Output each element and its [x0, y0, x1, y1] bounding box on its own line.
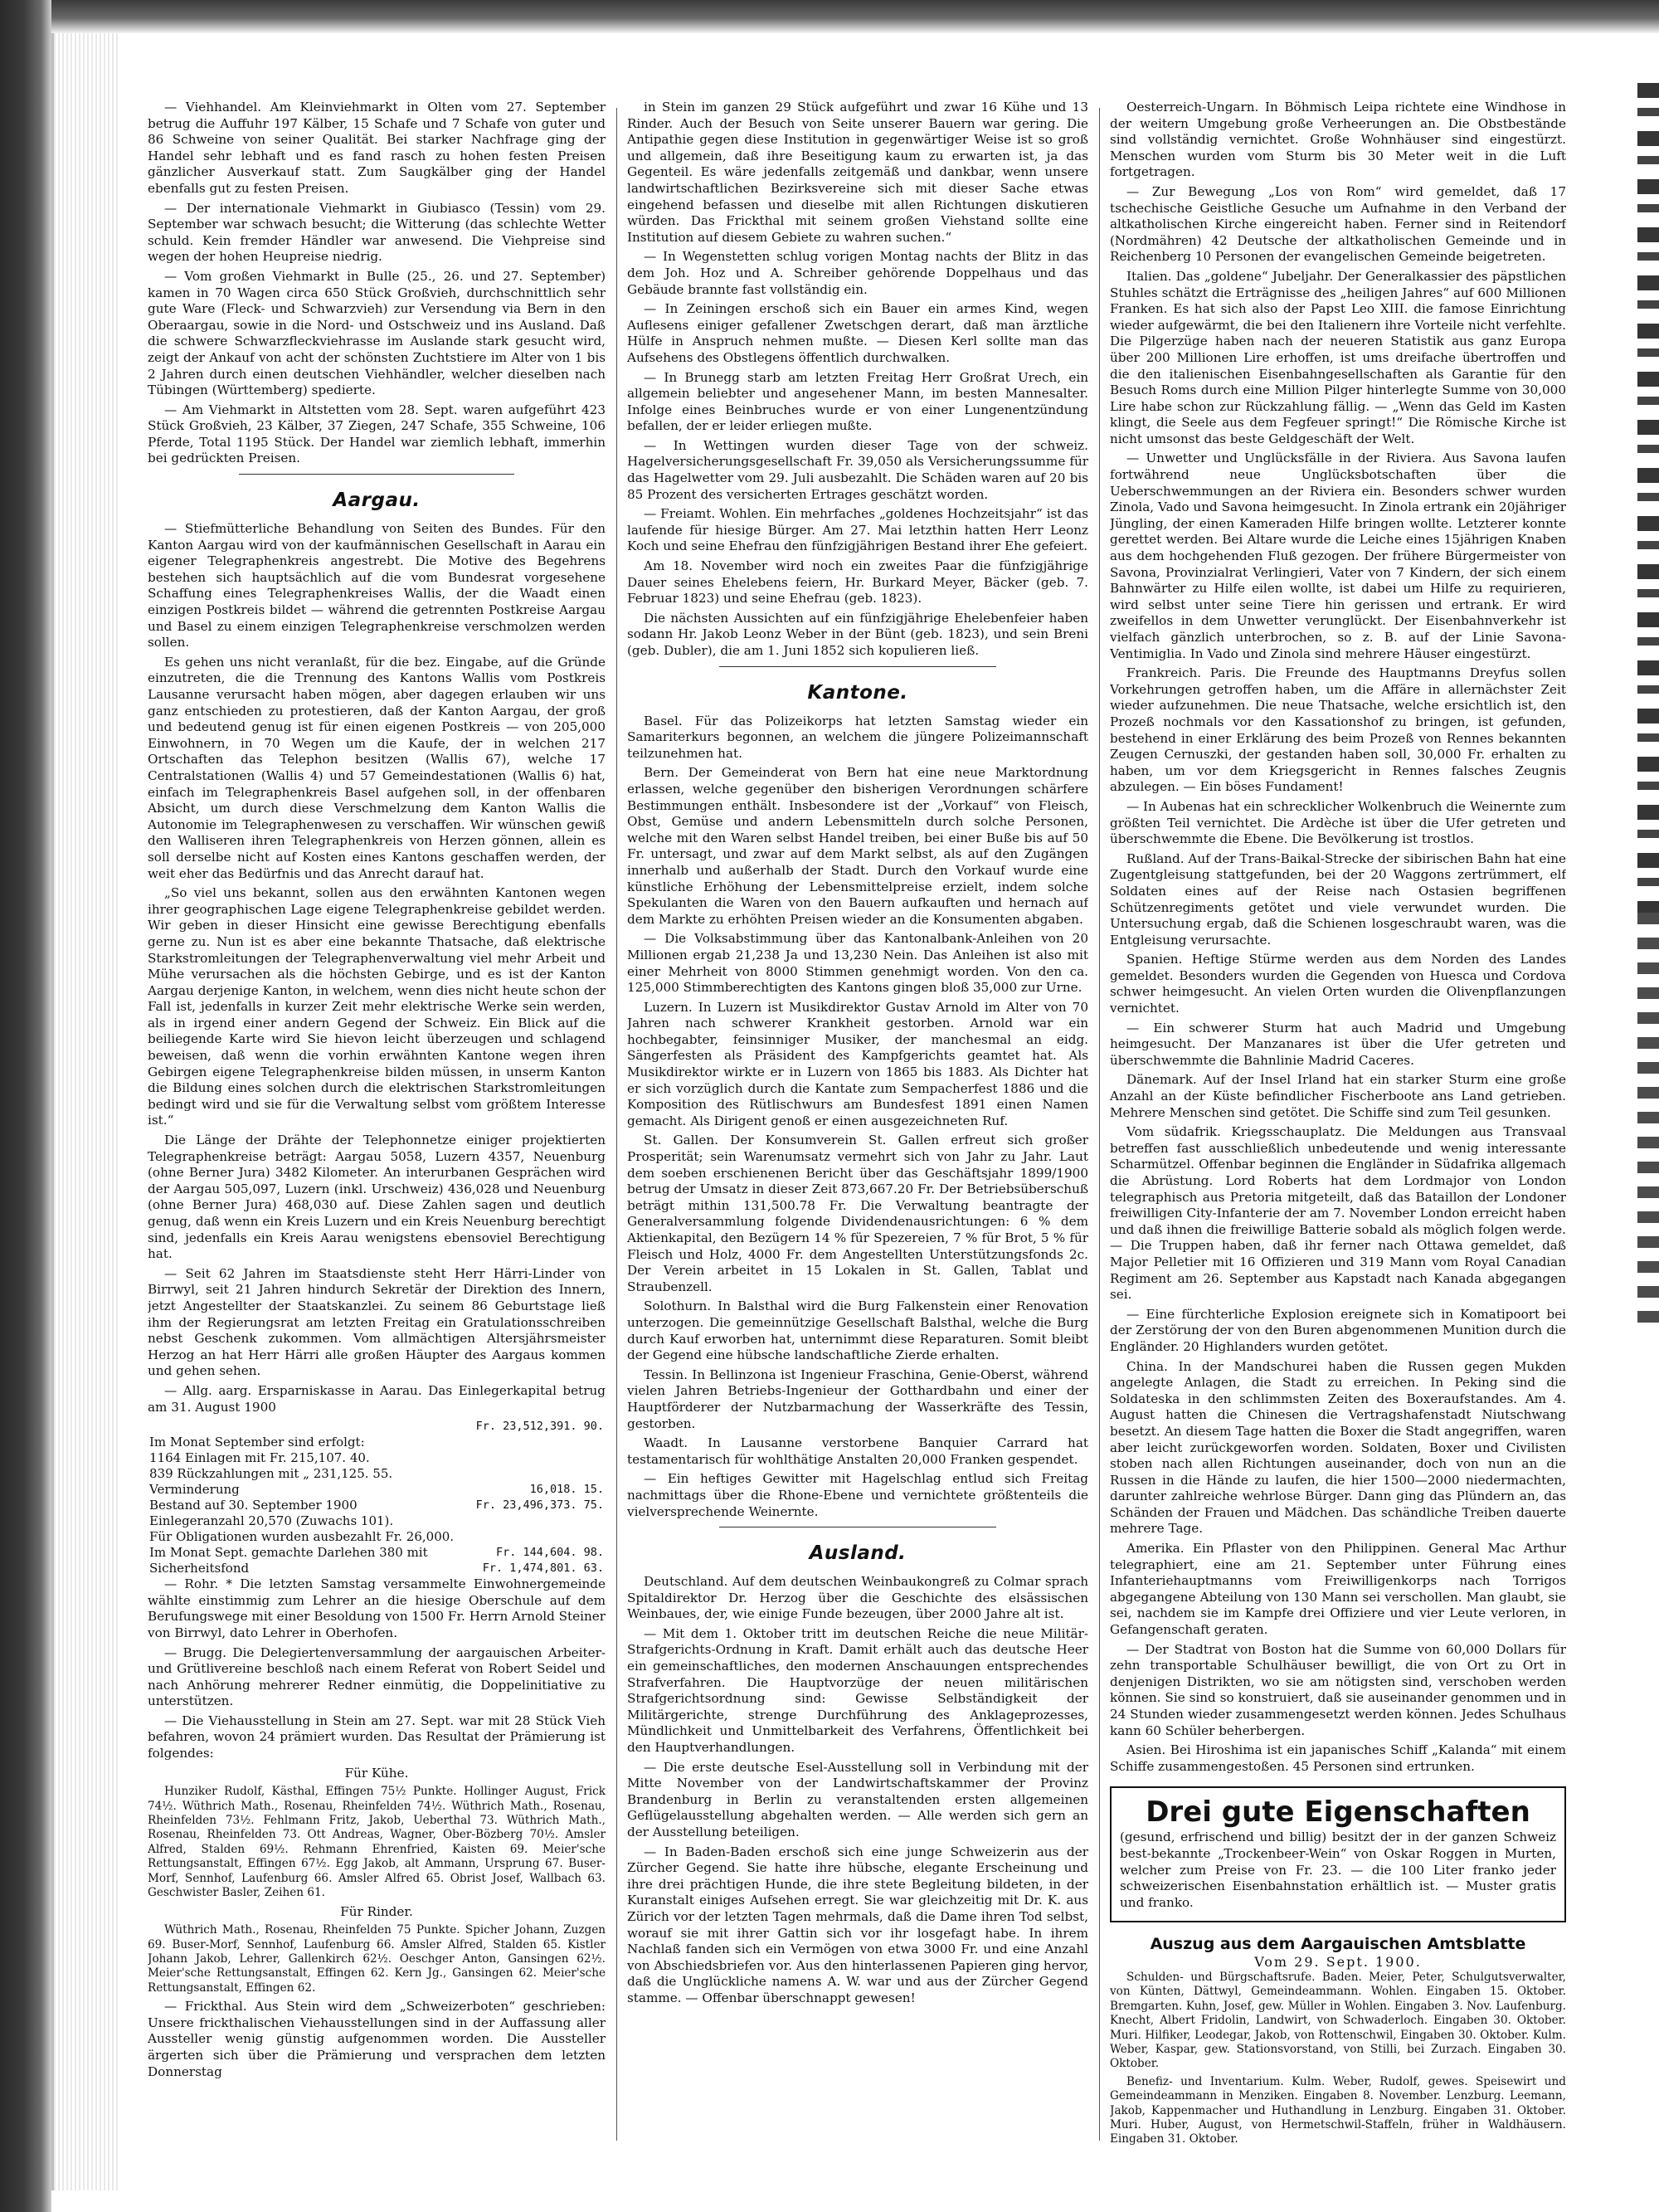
- article-rohr: — Rohr. * Die letzten Samstag versammelte Einwohnergemeinde wählte einstimmig zum Lehrer an die hiesige Oberschule auf dem Berufungswege mit einer Besoldung von 1500 Fr. Herrn Arnold Steiner von Birrwyl, dato Lehrer in Oberhofen.: [148, 1576, 606, 1640]
- article-asien: Asien. Bei Hiroshima ist ein japanisches Schiff „Kalanda“ mit einem Schiffe zusammengestoßen. 45 Personen sind ertrunken.: [1110, 1742, 1566, 1774]
- binding-margin: [51, 33, 119, 2190]
- article-militaer-strafgericht: — Mit dem 1. Oktober tritt im deutschen Reiche die neue Militär-Strafgerichts-Ordnung in Kraft. Damit erhält auch das deutsche Heer ein gemeinschaftliches, den modernen Anschauungen entsprechendes Strafverfahren. Die Hauptvorzüge der neuen militärischen Strafgerichtsordnung sind: Gewisse Selbständigkeit der Militärgerichte, strenge Durchführung des Anklageprozesses, Mündlichkeit und Unmittelbarkeit des Verfahrens, Öffentlichkeit bei den Hauptverhandlungen.: [627, 1625, 1088, 1756]
- table-row: Einlegeranzahl 20,570 (Zuwachs 101).: [149, 1513, 394, 1529]
- article-amerika: Amerika. Ein Pflaster von den Philippinen. General Mac Arthur telegraphiert, eine am 21. September unter Führung eines Infanteriehauptmanns vom Freiwilligenkorps nach Torrigos abgegangene Abteilung von 130 Mann sei verschollen. Man glaubt, sie sei, nachdem sie im Kampfe drei Offiziere und vier Leute verloren, in Gefangenschaft geraten.: [1110, 1541, 1566, 1638]
- scan-edge: [0, 0, 51, 2212]
- article-esel-ausstellung: — Die erste deutsche Esel-Ausstellung soll in Verbindung mit der Mitte November von der Landwirtschaftskammer der Provinz Brandenburg in Berlin zu veranstaltenden ersten allgemeinen Geflügelausstellung abgehalten werden. — Alle werden sich gern an der Ausstellung beteiligen.: [627, 1759, 1088, 1839]
- article-gewitter: — Ein heftiges Gewitter mit Hagelschlag entlud sich Freitag nachmittags über die Rhone-Ebene und vernichtete größtenteils die vielversprechende Weinernte.: [627, 1471, 1088, 1519]
- list-kuehe: Hunziker Rudolf, Kästhal, Effingen 75½ Punkte. Hollinger August, Frick 74½. Wüthrich Math., Rosenau, Rheinfelden 74½. Wüthrich Math., Rosenau, Rheinfelden 73½. Fehlmann Fritz, Jakob, Ueberthal 73. Wüthrich Math., Rosenau, Rheinfelden 73. Ott Andreas, Wagner, Ober-Bözberg 70½. Amsler Alfred, Stalden 69½. Rehmann Ehrenfried, Kaisten 69. Meier'sche Rettungsanstalt, Effingen 67½. Egg Jakob, alt Ammann, Ursprung 67. Buser-Morf, Sennhof, Laufenburg 66. Amsler Alfred 65. Obrist Josef, Wallbach 63. Geschwister Basler, Zeihen 61.: [148, 1785, 606, 1900]
- amtsblatt-schuldenrufe: Schulden- und Bürgschaftsrufe. Baden. Meier, Peter, Schulgutsverwalter, von Künten, Dättwyl, Gemeindeammann. Wohlen. Eingaben 15. Oktober. Bremgarten. Kuhn, Josef, gew. Müller in Wohlen. Eingaben 3. Nov. Laufenburg. Knecht, Albert Fridolin, Landwirt, von Schwaderloch. Eingaben 30. Oktober. Muri. Hilfiker, Leodegar, Jakob, von Rottenschwil, Eingaben 30. Oktober. Kulm. Weber, Kaspar, gew. Stationsvorstand, von Stilli, bei Zurzach. Eingaben 30. Oktober.: [1110, 1970, 1566, 2071]
- section-heading-aargau: Aargau.: [333, 490, 421, 512]
- article-bern-abstimmung: — Die Volksabstimmung über das Kantonalbank-Anleihen von 20 Millionen ergab 21,238 Ja und 13,230 Nein. Das Anleihen ist also mit einer Mehrheit von 8000 Stimmen genehmigt worden. Von den ca. 125,000 Stimmberechtigten des Kantons gingen bloß 35,000 zur Urne.: [627, 931, 1088, 996]
- article-russland: Rußland. Auf der Trans-Baikal-Strecke der sibirischen Bahn hat eine Zugentgleisung stattgefunden, bei der 20 Waggons zertrümmert, elf Soldaten eines auf der Reise nach Ostasien begriffenen Schützenregiments getötet und viele verwundet wurden. Die Untersuchung ergab, daß die Schienen losgeschraubt waren, was die Entgleisung verursachte.: [1110, 850, 1566, 948]
- article-madrid: — Ein schwerer Sturm hat auch Madrid und Umgebung heimgesucht. Der Manzanares ist über die Ufer getreten und überschwemmte die Bahnlinie Madrid Caceres.: [1110, 1020, 1566, 1068]
- article-telegraphenkreis: — Stiefmütterliche Behandlung von Seiten des Bundes. Für den Kanton Aargau wird von der kaufmännischen Gesellschaft in Aarau ein eigener Telegraphenkreis angestrebt. Die Motive des Begehrens bestehen sich hauptsächlich auf die vom Bundesrat vorgesehene Schaffung eines Telegraphenkreises Wallis, der die Waadt einen einzigen Postkreis bildet — während die getrennten Postkreise Aargau und Basel zu einem einzigen Telegraphenkreise verschmolzen werden sollen.: [148, 521, 606, 650]
- amtsblatt-heading: Auszug aus dem Aargauischen Amtsblatte: [1150, 1935, 1526, 1954]
- table-row: Im Monat September sind erfolgt:: [149, 1435, 365, 1450]
- ornament-border: [1637, 83, 1659, 913]
- subheading-rinder: Für Rinder.: [340, 1903, 413, 1919]
- article-wettingen: — In Wettingen wurden dieser Tage von der schweiz. Hagelversicherungsgesellschaft Fr. 39,050 als Versicherungssumme für das Hagelwetter vom 29. Juli ausbezahlt. Die Schäden waren auf 20 bis 85 Prozent des versicherten Ertrages geschätzt worden.: [627, 437, 1088, 502]
- section-heading-ausland: Ausland.: [809, 1542, 907, 1565]
- article-luzern: Luzern. In Luzern ist Musikdirektor Gustav Arnold im Alter von 70 Jahren nach schwerer Krankheit gestorben. Arnold war ein hochbegabter, feinsinniger Musiker, der manchesmal an eidg. Sängerfesten als Präsident des Kampfgerichts geamtet hat. Als Musikdirektor wirkte er in Luzern von 1865 bis 1883. Als Dichter hat er sich vorzüglich durch die Kantate zum Sempacherfest 1886 und die Komposition des Rütlischwurs am Bundesfest 1891 einen Namen gemacht. Als Dirigent genoß er einen ausgezeichneten Ruf.: [627, 999, 1088, 1128]
- article-los-von-rom: — Zur Bewegung „Los von Rom“ wird gemeldet, daß 17 tschechische Geistliche Gesuche um Aufnahme in den Verband der altkatholischen Kirche eingereicht haben. Ferner sind in Reitendorf (Nordmähren) 42 Deutsche der altkatholischen Gemeinde und in Reichenberg 10 Personen der evangelischen Gemeinde beigetreten.: [1110, 183, 1566, 265]
- article-wohlen: — Freiamt. Wohlen. Ein mehrfaches „goldenes Hochzeitsjahr“ ist das laufende für hiesige Bürger. Am 27. Mai letzthin hatten Herr Leonz Koch und seine Ehefrau den fünfzigjährigen Bestand ihrer Ehe gefeiert.: [627, 506, 1088, 554]
- ad-title: Drei gute Eigenschaften: [1146, 1795, 1530, 1830]
- article-aubenas: — In Aubenas hat ein schrecklicher Wolkenbruch die Weinernte zum größten Teil vernichtet. Die Ardèche ist über die Ufer getreten und überschwemmte die Ebene. Die Bevölkerung ist trostlos.: [1110, 798, 1566, 847]
- article-ersparniskasse: — Allg. aarg. Ersparniskasse in Aarau. Das Einlegerkapital betrug am 31. August 1900: [148, 1382, 606, 1415]
- article-baden-baden: — In Baden-Baden erschoß sich eine junge Schweizerin aus der Zürcher Gegend. Sie hatte ihre hübsche, elegante Erscheinung und ihre drei prächtigen Hunde, die ihre stete Begleitung bildeten, in der Kuranstalt einiges Aufsehen erregt. Sie war gleichzeitig mit Dr. K. aus Zürich vor der letzten Tagen mehrmals, daß die Dame ihren Tod selbst, worauf sie mit ihrer Gattin sich vor ihr losgefagt habe. In ihrem Nachlaß fanden sich ein Vermögen von etwa 3000 Fr. und eine Anzahl von Abschiedsbriefen vor. Aus den hinterlassenen Papieren ging hervor, daß die Unglückliche namens A. W. war und aus der Zürcher Gegend stamme. — Offenbar überschnappt gewesen!: [627, 1844, 1088, 2005]
- article-suedafrika: Vom südafrik. Kriegsschauplatz. Die Meldungen aus Transvaal betreffen fast ausschließlich unbedeutende und wenig interessante Scharmützel. Offenbar beginnen die Engländer in Südafrika allgemach die Abrüstung. Lord Roberts hat dem Lordmajor von London telegraphisch aus Pretoria mitgeteilt, daß das Bataillon der Londoner freiwilligen City-Infanterie der am 7. November London erreicht haben und daß ihnen die freiwillige Batterie sobald als möglich folgen werde. — Die Truppen haben, daß ihr ferner nach Ottawa gemeldet, daß Major Pelletier mit 16 Offizieren und 319 Mann vom Royal Canadian Regiment am 26. September aus Kapstadt nach Kanada abgegangen sei.: [1110, 1124, 1566, 1303]
- table-row: Verminderung 16,018. 15.: [149, 1482, 604, 1498]
- column-3: [1110, 100, 1566, 2149]
- divider: [719, 666, 996, 667]
- article-riviera: — Unwetter und Unglücksfälle in der Riviera. Aus Savona laufen fortwährend neue Unglücksbotschaften über die Ueberschwemmungen an der Riviera ein. Besonders schwer wurden Zinola, Vado und Savona heimgesucht. In Zinola ertrank ein 20jähriger Jüngling, der einen Kameraden Hilfe bringen wollte. Letzterer konnte gerettet werden. Bei Altare wurde die Leiche eines 15jährigen Knaben aus dem hochgehenden Fluß gezogen. Der frühere Bürgermeister von Savona, Provinzialrat Verlingieri, Vater von 7 Kindern, der sich einem Bahnwärter zu Hilfe eilen wollte, ist dabei um Hilfe zu requirieren, wird selbst unter seine Tiere hin gerissen und ertrank. Er wird zweifellos in dem Unwetter verunglückt. Der Eisenbahnverkehr ist vielfach gänzlich unterbrochen, so z. B. auf der Linie Savona-Ventimiglia. In Vado und Zinola sind mehrere Häuser eingestürzt.: [1110, 451, 1566, 661]
- article-telegraphenkreis-2: Es gehen uns nicht veranlaßt, für die bez. Eingabe, auf die Gründe einzutreten, die die Trennung des Kantons Wallis vom Postkreis Lausanne verursacht haben mögen, aber dagegen erlauben wir uns ganz entschieden zu protestieren, daß der Kanton Aargau, der groß und bedeutend genug ist für einen eigenen Postkreis — von 205,000 Einwohnern, in 70 Wegen um die Kaufe, der in welchen 217 Ortschaften das Telephon besitzen (Wallis 67), welche 17 Centralstationen (Wallis 4) und 57 Gemeindestationen (Wallis 6) hat, einfach im Telegraphenkreis Basel aufgehen soll, in der offenbaren Absicht, um durch diese Verschmelzung dem Kanton Wallis die Autonomie im Telegraphenwesen zu verschaffen. Wir wünschen gewiß den Walliseren ihren Telegraphenkreis von Herzen gönnen, allein es soll derselbe nicht auf Kosten eines Kantons geschaffen werden, der weit eher das Bedürfnis und das Anrecht darauf hat.: [148, 654, 606, 881]
- table-row: 1164 Einlagen mit Fr. 215,107. 40.: [149, 1450, 370, 1466]
- section-heading-kantone: Kantone.: [807, 681, 908, 704]
- advertisement: [1110, 1786, 1566, 1922]
- article-wohlen-2: Am 18. November wird noch ein zweites Paar die fünfzigjährige Dauer seines Ehelebens feiern, Hr. Burkard Meyer, Bäcker (geb. 7. Februar 1823) und seine Ehefrau (geb. 1823).: [627, 558, 1088, 607]
- column-rule: [1099, 108, 1100, 2141]
- table-row: Fr. 23,512,391. 90.: [475, 1420, 604, 1434]
- divider: [239, 474, 513, 475]
- article-viehausstellung-stein: — Die Viehausstellung in Stein am 27. Sept. war mit 28 Stück Vieh befahren, wovon 24 prämiert wurden. Das Resultat der Prämierung ist folgendes:: [148, 1713, 606, 1761]
- article-oesterreich: Oesterreich-Ungarn. In Böhmisch Leipa richtete eine Windhose in der weitern Umgebung große Verheerungen an. Die Obstbestände sind vollständig vernichtet. Große Wohnhäuser sind eingestürzt. Menschen wurden vom Sturm bis 30 Meter weit in die Luft fortgetragen.: [1110, 100, 1566, 180]
- article-frickthal: — Frickthal. Aus Stein wird dem „Schweizerboten“ geschrieben: Unsere frickthalischen Viehausstellungen sind in der Auffassung aller Aussteller wenig günstig aufgenommen worden. Die Aussteller ärgerten sich über die Prämierung und versprachen dem letzten Donnerstag: [148, 1999, 606, 2079]
- article-frankreich: Frankreich. Paris. Die Freunde des Hauptmanns Dreyfus sollen Vorkehrungen getroffen haben, um die Affäre in allernächster Zeit wieder aufzunehmen. Die neue Thatsache, welche ersichtlich ist, den Prozeß nochmals vor den Kassationshof zu bringen, ist gefunden, bestehend in einer Erklärung des beim Prozeß von Rennes bekannten Zeugen Cernuszki, der gestanden haben soll, 30,000 Fr. erhalten zu haben, um vor dem Kriegsgericht in Rennes falsches Zeugnis abzulegen. — Ein böses Fundament!: [1110, 665, 1566, 795]
- newspaper-page: [148, 100, 1566, 2149]
- ad-body: (gesund, erfrischend und billig) besitzt der in der ganzen Schweiz best-bekannte „Trockenbeer-Wein“ von Oskar Roggen in Murten, welcher zum Preise von Fr. 23. — die 100 Liter franko jeder schweizerischen Eisenbahnstation erhältlich ist. — Muster gratis und franko.: [1120, 1830, 1556, 1910]
- article-bern: Bern. Der Gemeinderat von Bern hat eine neue Marktordnung erlassen, welche gegenüber den bisherigen Verordnungen schärfere Bestimmungen enthält. Insbesondere ist der „Vorkauf“ von Fleisch, Obst, Gemüse und andern Lebensmitteln durch solche Personen, welche mit den Waren selbst Handel treiben, bei einer Buße bis auf 50 Fr. untersagt, und zwar auf dem Markt selbst, als auf den Zugängen innerhalb und außerhalb der Stadt. Durch den Vorkauf wurde eine künstliche Erhöhung der Lebensmittelpreise erzielt, indem solche Spekulanten die Waren von den Bauern aufkauften und hernach auf dem Markte zu erhöhten Preisen wieder an die Konsumenten abgaben.: [627, 765, 1088, 927]
- article-solothurn: Solothurn. In Balsthal wird die Burg Falkenstein einer Renovation unterzogen. Die gemeinnützige Gesellschaft Balsthal, welche die Burg durch Kauf erworben hat, unternimmt diese Reparaturen. Somit bleibt der Gegend eine hübsche landschaftliche Zierde erhalten.: [627, 1298, 1088, 1363]
- article-tessin: Tessin. In Bellinzona ist Ingenieur Fraschina, Genie-Oberst, während vielen Jahren Betriebs-Ingenieur der Gotthardbahn und einer der Hauptförderer der Nutzbarmachung der Wasserkräfte des Tessin, gestorben.: [627, 1367, 1088, 1431]
- article-telegraphenkreis-4: Die Länge der Drähte der Telephonnetze einiger projektierten Telegraphenkreise beträgt: Aargau 5058, Luzern 4357, Neuenburg (ohne Berner Jura) 3482 Kilometer. An interurbanen Gesprächen wird der Aargau 505,097, Luzern (inkl. Urschweiz) 436,028 und Neuenburg (ohne Berner Jura) 468,030 auf. Diese Zahlen sagen und deutlich genug, daß wenn ein Kreis Luzern und ein Kreis Neuenburg berechtigt sind, jedenfalls ein Kreis Aarau wenigstens ebensoviel Berechtigung hat.: [148, 1133, 606, 1262]
- article-telegraphenkreis-3: „So viel uns bekannt, sollen aus den erwähnten Kantonen wegen ihrer geographischen Lage eigene Telegraphenkreise gebildet werden. Wir geben in dieser Hinsicht eine gewisse Berechtigung ebenfalls gerne zu. Nun ist es aber eine bekannte Thatsache, daß elektrische Starkstromleitungen der Telegraphenverwaltung viel mehr Arbeit und Mühe verursachen als die höchsten Gebirge, und es ist der Kanton Aargau derjenige Kanton, in welchem, wenn dies nicht heute schon der Fall ist, jedenfalls in kurzer Zeit mehr elektrische Werke sein werden, als in irgend einer andern Gegend der Schweiz. Ein Blick auf die beiliegende Karte wird Sie hievon leicht überzeugen und schlagend beweisen, daß wenn die vorhin erwähnten Kantone wegen ihren Gebirgen eigene Telegraphenkreise bilden müssen, in unserm Kanton die Bildung eines solchen durch die elektrischen Starkstromleitungen bedingt wird und sie für die Verwaltung selbst vom größtem Interesse ist.“: [148, 885, 606, 1128]
- article-brugg: — Brugg. Die Delegiertenversammlung der aargauischen Arbeiter- und Grütlivereine beschloß nach einem Referat von Robert Seidel und nach Anhörung mehrerer Redner einmütig, die Doppelinitiative zu unterstützen.: [148, 1644, 606, 1709]
- ersparniskasse-table: [148, 1419, 606, 1576]
- article-boston: — Der Stadtrat von Boston hat die Summe von 60,000 Dollars für zehn transportable Schulhäuser bewilligt, die von Ort zu Ort in denjenigen Distrikten, wo sie am nötigsten sind, verschoben werden können. Sie sind so konstruiert, daß sie auseinander genommen und in 24 Stunden wieder zusammengesetzt werden können. Jedes Schulhaus kann 60 Schüler beherbergen.: [1110, 1641, 1566, 1738]
- article-wohlen-3: Die nächsten Aussichten auf ein fünfzigjährige Ehelebenfeier haben sodann Hr. Jakob Leonz Weber in der Bünt (geb. 1823), und sein Breni (geb. Dubler), die am 1. Juni 1852 sich kopulieren ließ.: [627, 610, 1088, 658]
- amtsblatt-benefiz: Benefiz- und Inventarium. Kulm. Weber, Rudolf, gewes. Speisewirt und Gemeindeammann in Menziken. Eingaben 8. November. Lenzburg. Leemann, Jakob, Kappenmacher und Huthandlung in Lenzburg. Eingaben 31. Oktober. Muri. Huber, August, von Hermetschwil-Staffeln, früher in Waldhäusern. Eingaben 31. Oktober.: [1110, 2074, 1566, 2146]
- article-frickthal-cont: in Stein im ganzen 29 Stück aufgeführt und zwar 16 Kühe und 13 Rinder. Auch der Besuch von Seite unserer Bauern war gering. Die Antipathie gegen diese Institution in gegenwärtiger Weise ist so groß und allgemein, daß ihre Beseitigung kaum zu erwarten ist, ja das Gegenteil. Es wäre jedenfalls zeitgemäß und dankbar, wenn unsere landwirtschaftlichen Bezirksvereine sich mit dieser Sache etwas eingehend befassen und dieselbe mit allen Richtungen diskutieren würden. Das Frickthal mit seinem großen Viehstand sollte eine Institution auf diesem Gebiete zu wahren suchen.“: [627, 100, 1088, 245]
- column-1: [148, 100, 606, 2149]
- article-italien: Italien. Das „goldene“ Jubeljahr. Der Generalkassier des päpstlichen Stuhles schätzt die Erträgnisse des „heiligen Jahres“ auf 600 Millionen Franken. Es hat sich also der Papst Leo XIII. die famose Einrichtung wieder aufgewärmt, die bei den Italienern ihre Vorteile nicht verfehlte. Die Pilgerzüge haben nach der neueren Statistik aus ganz Europa über 200 Millionen Lire erhoffen, ist ums dreifache übertroffen und die den italienischen Eisenbahngesellschaften als Garantie für den Besuch Roms durch eine Million Pilger hinterlegte Summe von 30,000 Lire habe schon zur Rückzahlung fällig. — „Wenn das Geld im Kasten klingt, die Seele aus dem Fegfeuer springt!“ Die Römische Kirche ist nicht umsonst das beste Geldgeschäft der Welt.: [1110, 268, 1566, 446]
- column-2: [627, 100, 1088, 2149]
- article-wegenstetten: — In Wegenstetten schlug vorigen Montag nachts der Blitz in das dem Joh. Hoz und A. Schreiber gehörende Doppelhaus und das Gebäude brannte fast vollständig ein.: [627, 249, 1088, 297]
- article-haerri: — Seit 62 Jahren im Staatsdienste steht Herr Härri-Linder von Birrwyl, seit 21 Jahren hindurch Sekretär der Direktion des Innern, jetzt Angestellter der Staatskanzlei. Zu seinem 86 Geburtstage ließ ihm der Regierungsrat am letzten Freitag ein Gratulationsschreiben nebst Geschenk zukommen. Vom allmächtigen Altersjährsmeister Herzog an hat Herr Härri alle großen Häupter des Aargaus kommen und gehen sehen.: [148, 1265, 606, 1379]
- article-brunegg: — In Brunegg starb am letzten Freitag Herr Großrat Urech, ein allgemein beliebter und angesehener Mann, im besten Mannesalter. Infolge eines Beinbruches wurde er von einer Lungenentzündung befallen, der er leider erliegen mußte.: [627, 369, 1088, 434]
- column-rule: [616, 108, 617, 2141]
- article-giubiasco: — Der internationale Viehmarkt in Giubiasco (Tessin) vom 29. September war schwach besucht; die Witterung (das schlechte Wetter schuld. Kein fremder Händler war anwesend. Die Viehpreise sind wegen der hohen Heupreise niedrig.: [148, 200, 606, 265]
- article-deutschland: Deutschland. Auf dem deutschen Weinbaukongreß zu Colmar sprach Spitaldirektor Dr. Herzog über die Geschichte des elsässischen Weinbaues, der, wie einige Funde bezeugen, über 2000 Jahre alt ist.: [627, 1574, 1088, 1622]
- article-st-gallen: St. Gallen. Der Konsumverein St. Gallen erfreut sich großer Prosperität; sein Warenumsatz vermehrt sich von Jahr zu Jahr. Laut dem soeben erschienenen Bericht über das Geschäftsjahr 1899/1900 betrug der Umsatz in dieser Zeit 873,667.20 Fr. Der Betriebsüberschuß beträgt mithin 131,500.78 Fr. Die Verwaltung beantragte der Generalversammlung folgende Dividendenausrichtungen: 6 % dem Aktienkapital, den Bezügern 14 % für Spezereien, 7 % für Brot, 5 % für Fleisch und Holz, 4000 Fr. dem Angestellten Unterstützungsfonds 2c. Der Verein arbeitet in 15 Lokalen in St. Gallen, Tablat und Straubenzell.: [627, 1133, 1088, 1294]
- article-spanien: Spanien. Heftige Stürme werden aus dem Norden des Landes gemeldet. Besonders wurden die Gegenden von Huesca und Cordova schwer heimgesucht. An vielen Orten wurden die Olivenpflanzungen vernichtet.: [1110, 952, 1566, 1016]
- article-altstetten: — Am Viehmarkt in Altstetten vom 28. Sept. waren aufgeführt 423 Stück Großvieh, 23 Kälber, 37 Ziegen, 247 Schafe, 355 Schweine, 106 Pferde, Total 1195 Stück. Der Handel war ziemlich lebhaft, immerhin bei gedrückten Preisen.: [148, 402, 606, 466]
- table-row: 839 Rückzahlungen mit „ 231,125. 55.: [149, 1466, 393, 1482]
- amtsblatt-date: Vom 29. Sept. 1900.: [1254, 1954, 1422, 1971]
- article-china: China. In der Mandschurei haben die Russen gegen Mukden angelegte Anlagen, die Stadt zu erreichen. In Peking sind die Soldateska in den schlimmsten Zeiten des Boxeraufstandes. Am 4. August hatten die Chinesen die Vertragshafenstadt Niutschwang besetzt. An diesem Tage hatten die Boxer die Stadt angegriffen, waren aber leicht zurückgeworfen worden. Soldaten, Boxer und Civilisten stoben nach allen Richtungen auseinander, doch von nun an die Russen in die Hände zu laufen, die hier 1500—2000 niedermachten, darunter zahlreiche wehrlose Bürger. Dann ging das Plündern an, das Schänden der Frauen und Mädchen. Das schändliche Treiben dauerte mehrere Tage.: [1110, 1358, 1566, 1537]
- article-explosion: — Eine fürchterliche Explosion ereignete sich in Komatipoort bei der Zerstörung der von den Buren abgenommenen Munition durch die Engländer. 20 Highlanders wurden getötet.: [1110, 1306, 1566, 1354]
- table-row: Bestand auf 30. September 1900 Fr. 23,496,373. 75.: [149, 1498, 604, 1513]
- table-row: Für Obligationen wurden ausbezahlt Fr. 26,000.: [149, 1529, 455, 1545]
- article-basel: Basel. Für das Polizeikorps hat letzten Samstag wieder ein Samariterkurs begonnen, an welchem die jüngere Polizeimannschaft teilzunehmen hat.: [627, 713, 1088, 761]
- table-row: Sicherheitsfond Fr. 1,474,801. 63.: [149, 1561, 604, 1576]
- article-waadt: Waadt. In Lausanne verstorbene Banquier Carrard hat testamentarisch für wohlthätige Anstalten 20,000 Franken gespendet.: [627, 1435, 1088, 1467]
- article-zeiningen: — In Zeiningen erschoß sich ein Bauer ein armes Kind, wegen Auflesens einiger gefallener Zwetschgen derart, daß man ärztliche Hülfe in Anspruch nehmen mußte. — Diesen Kerl sollte man das Aufsehens des Obstlegens öffentlich durchwalken.: [627, 301, 1088, 365]
- article-daenemark: Dänemark. Auf der Insel Irland hat ein starker Sturm eine große Anzahl an der Küste befindlicher Fischerboote ans Land getrieben. Mehrere Menschen sind getötet. Die Schiffe sind zum Teil gesunken.: [1110, 1072, 1566, 1120]
- table-row: Im Monat Sept. gemachte Darlehen 380 mit Fr. 144,604. 98.: [149, 1545, 604, 1561]
- article-viehhandel: — Viehhandel. Am Kleinviehmarkt in Olten vom 27. September betrug die Auffuhr 197 Kälber, 15 Schafe und 7 Schafe von guter und 86 Schweine von seiner Qualität. Bei starker Nachfrage ging der Handel sehr lebhaft und es fand rasch zu hohen festen Preisen gänzlicher Ausverkauf statt. Zum Saugkälber ging der Handel ebenfalls gut zu festen Preisen.: [148, 100, 606, 196]
- scan-top-edge: [51, 0, 1659, 33]
- list-rinder: Wüthrich Math., Rosenau, Rheinfelden 75 Punkte. Spicher Johann, Zuzgen 69. Buser-Morf, Sennhof, Laufenburg 66. Amsler Alfred, Stalden 65. Kistler Johann Jakob, Lehrer, Gallenkirch 62½. Oeschger Anton, Gansingen 62½. Meier'sche Rettungsanstalt, Effingen 62. Kern Jg., Gansingen 62. Meier'sche Rettungsanstalt, Effingen 62.: [148, 1923, 606, 1995]
- ornament-border-lower: [1637, 913, 1659, 1328]
- article-bulle: — Vom großen Viehmarkt in Bulle (25., 26. und 27. September) kamen in 70 Wagen circa 650 Stück Großvieh, durchschnittlich sehr gute Ware (Fleck- und Schwarzvieh) zur Versendung via Bern in den Oberaargau, sowie in die Nord- und Ostschweiz und ins Ausland. Daß die schwere Schwarzfleckviehrasse im Auslande stark gesucht wird, zeigt der Ankauf von acht der schönsten Zuchtstiere im Alter von 1 bis 2 Jahren durch einen deutschen Viehhändler, welcher dieselben nach Tübingen (Württemberg) spedierte.: [148, 268, 606, 398]
- subheading-kuehe: Für Kühe.: [344, 1765, 409, 1781]
